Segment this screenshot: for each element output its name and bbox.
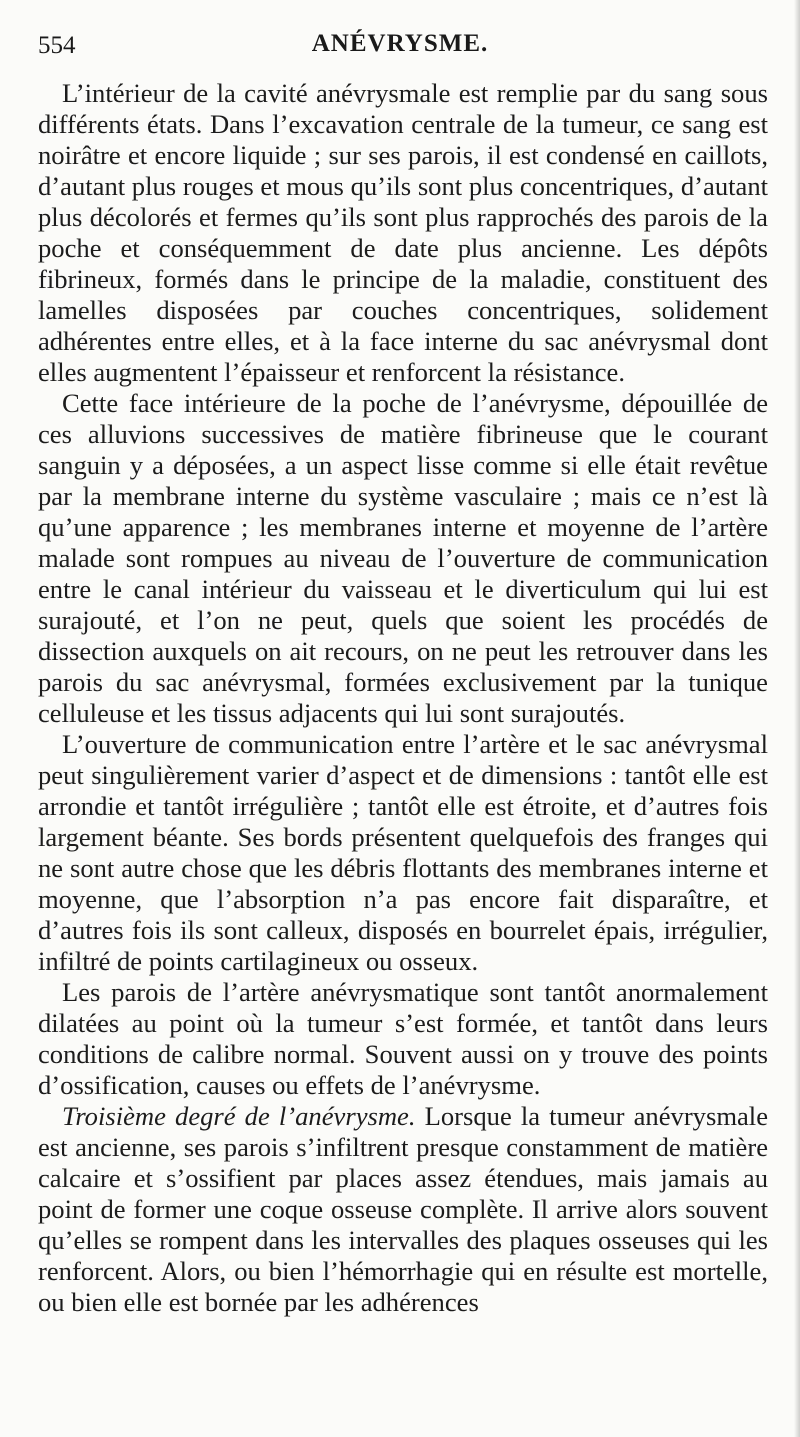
page-number: 554 [38, 32, 76, 59]
paragraph-text: Cette face intérieure de la poche de l’anévrysme, dépouillée de ces alluvions successives de matière fibrineuse que le courant sanguin y a déposées, a un aspect lisse comme si elle était revêtue par la membrane interne du système vasculaire ; mais ce n’est là qu’une apparence ; les membranes interne et moyenne de l’artère malade sont rompues au niveau de l’ouverture de communication entre le canal intérieur du vaisseau et le diverticulum qui lui est surajouté, et l’on ne peut, quels que soient les procédés de dissection auxquels on ait recours, on ne peut les retrouver dans les parois du sac anévrysmal, formées exclusivement par la tunique celluleuse et les tissus adjacents qui lui sont surajoutés. [38, 388, 768, 728]
running-title: ANÉVRYSME. [311, 30, 489, 57]
paragraph-third-degree [38, 1101, 768, 1318]
paragraph-text: L’intérieur de la cavité anévrysmale est remplie par du sang sous différents états. Dans l’excavation centrale de la tumeur, ce sang est noirâtre et encore liquide ; sur ses parois, il est condensé en caillots, d’autant plus rouges et mous qu’ils sont plus concentriques, d’autant plus décolorés et fermes qu’ils sont plus rapprochés des parois de la poche et conséquemment de date plus ancienne. Les dépôts fibrineux, formés dans le principe de la maladie, constituent des lamelles disposées par couches concentriques, solidement adhérentes entre elles, et à la face interne du sac anévrysmal dont elles augmentent l’épaisseur et renforcent la résistance. [38, 78, 768, 387]
paragraph-communication-opening [38, 729, 768, 977]
section-lead-in: Troisième degré de l’anévrysme. [62, 1101, 416, 1131]
paragraph-cavity-contents [38, 78, 768, 388]
running-header [0, 28, 800, 68]
paragraph-text: Les parois de l’artère anévrysmatique sont tantôt anormalement dilatées au point où la tumeur s’est formée, et tantôt dans leurs conditions de calibre normal. Souvent aussi on y trouve des points d’ossification, causes ou effets de l’anévrysme. [38, 977, 768, 1100]
paragraph-artery-walls [38, 977, 768, 1101]
paragraph-text: Lorsque la tumeur anévrysmale est ancienne, ses parois s’infiltrent presque constamment de matière calcaire et s’ossifient par places assez étendues, mais jamais au point de former une coque osseuse complète. Il arrive alors souvent qu’elles se rompent dans les intervalles des plaques osseuses qui les renforcent. Alors, ou bien l’hémorrhagie qui en résulte est mortelle, ou bien elle est bornée par les adhérences [38, 1101, 768, 1317]
body-text [38, 78, 768, 1318]
paragraph-inner-surface [38, 388, 768, 729]
paragraph-text: L’ouverture de communication entre l’artère et le sac anévrysmal peut singulièrement varier d’aspect et de dimensions : tantôt elle est arrondie et tantôt irrégulière ; tantôt elle est étroite, et d’autres fois largement béante. Ses bords présentent quelquefois des franges qui ne sont autre chose que les débris flottants des membranes interne et moyenne, que l’absorption n’a pas encore fait disparaître, et d’autres fois ils sont calleux, disposés en bourrelet épais, irrégulier, infiltré de points cartilagineux ou osseux. [38, 729, 768, 976]
